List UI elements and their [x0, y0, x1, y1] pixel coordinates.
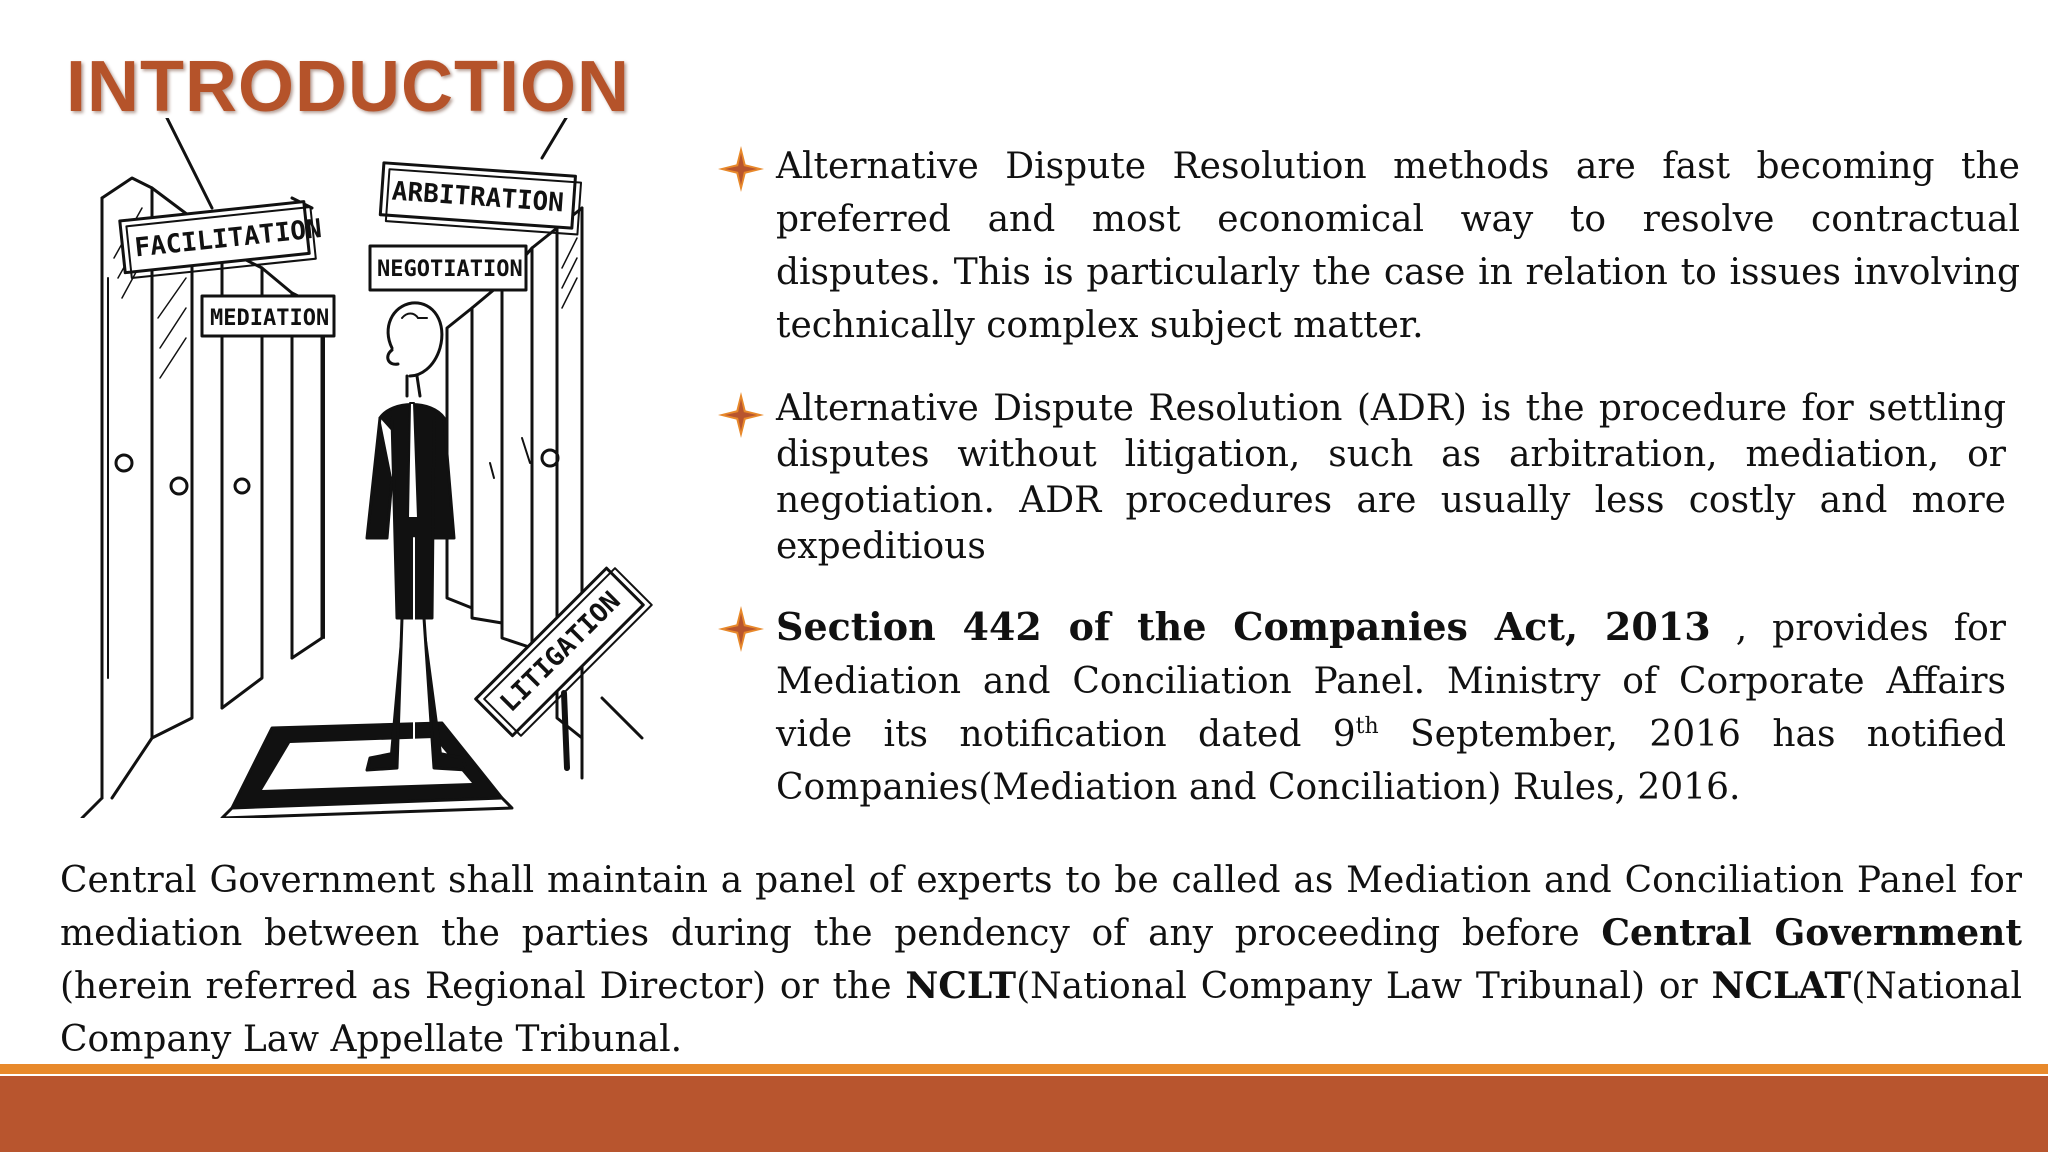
sign-litigation-label: LITIGATION	[494, 586, 627, 719]
four-point-star-icon	[718, 146, 764, 192]
bullet-item	[718, 386, 2006, 570]
bullet-text-part: September, 2016 has notified Companies(Mediation and Conciliation) Rules, 2016.	[776, 714, 2006, 808]
sign-mediation-label: MEDIATION	[210, 306, 330, 331]
page-title: INTRODUCTION	[66, 47, 630, 127]
bullet-item	[718, 140, 2020, 352]
paragraph-text: (National Company Law Appellate Tribunal.	[60, 966, 2022, 1060]
sign-facilitation-label: FACILITATION	[133, 214, 324, 264]
four-point-star-icon	[718, 392, 764, 438]
bullet-text-part: , provides for Mediation and Conciliation Panel. Ministry of Corporate Affairs vide its notification dated 9	[776, 608, 2006, 755]
bullet-item	[718, 600, 2006, 814]
bullet-text: Alternative Dispute Resolution (ADR) is the procedure for settling disputes without litigation, such as arbitration, mediation, or negotiation. ADR procedures are usually less costly and more expeditious	[776, 388, 2006, 567]
sign-arbitration-label: ARBITRATION	[390, 176, 565, 219]
bullet-text	[776, 600, 2006, 814]
paragraph-bold: Central Government	[1601, 912, 2022, 954]
adr-doors-illustration	[62, 118, 662, 818]
paragraph-text: (National Company Law Tribunal) or	[1016, 966, 1712, 1007]
paragraph-bold: NCLAT	[1711, 965, 1852, 1007]
panel-paragraph	[60, 854, 2022, 1066]
paragraph-bold: NCLT	[905, 965, 1017, 1007]
bullet-text: Alternative Dispute Resolution methods are fast becoming the preferred and most economical way to resolve contractual disputes. This is particularly the case in relation to issues involving technically complex subject matter.	[776, 146, 2020, 346]
paragraph-text: Central Government shall maintain a panel of experts to be called as Mediation and Conciliation Panel for mediation between the parties during the pendency of any proceeding before	[60, 860, 2022, 954]
ordinal-suffix: th	[1355, 714, 1379, 739]
paragraph-text: (herein referred as Regional Director) or the	[60, 966, 906, 1007]
footer-band	[0, 1076, 2048, 1152]
footer-accent-line	[0, 1064, 2048, 1074]
four-point-star-icon	[718, 606, 764, 652]
man-figure	[367, 303, 467, 770]
sign-negotiation-label: NEGOTIATION	[377, 257, 523, 282]
section-442-reference: Section 442 of the Companies Act, 2013	[776, 604, 1711, 649]
